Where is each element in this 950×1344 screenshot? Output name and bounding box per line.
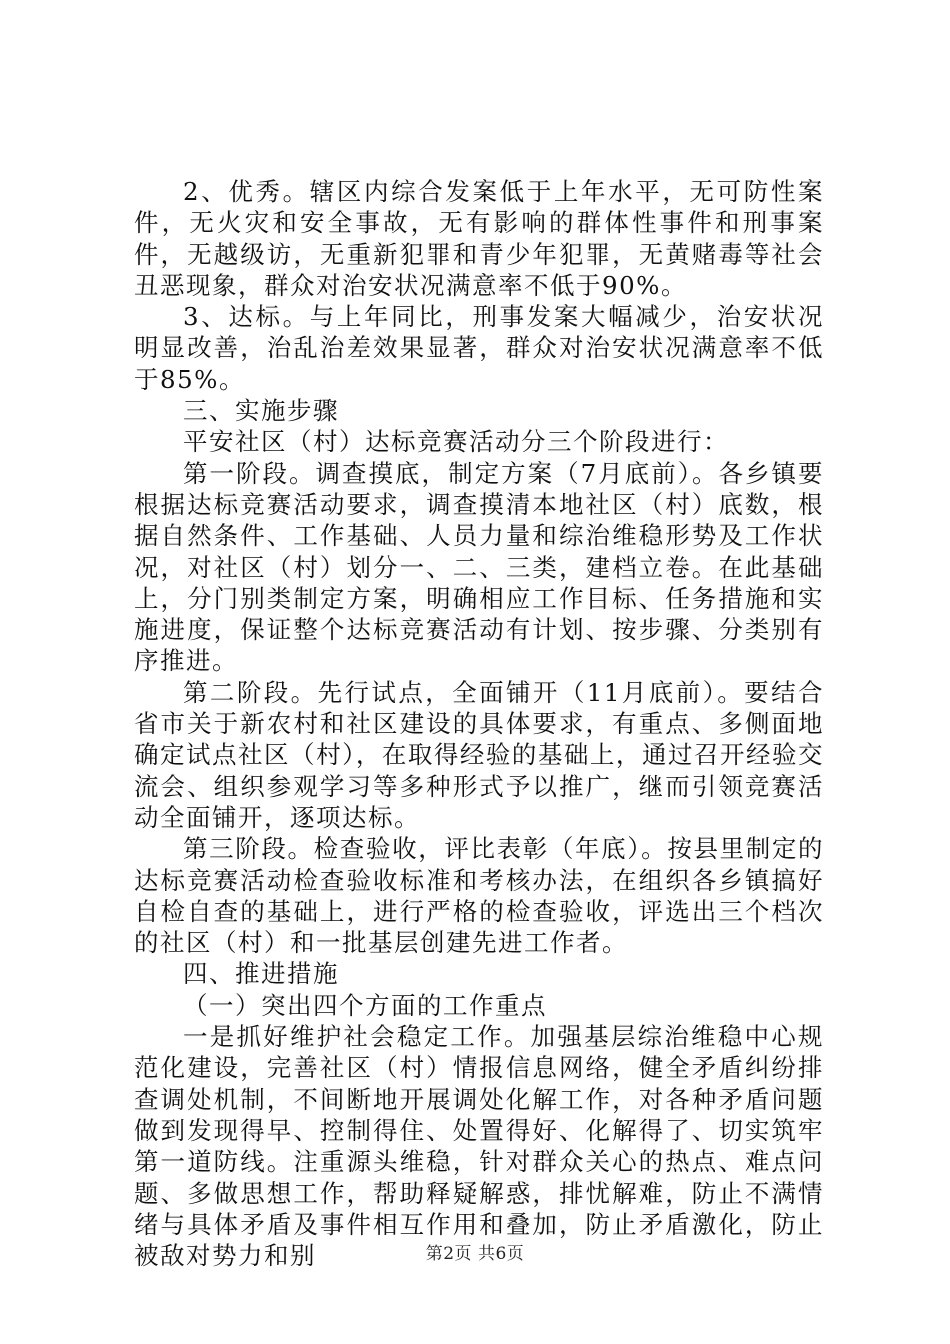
paragraph-phase-two: 第二阶段。先行试点，全面铺开（11月底前）。要结合省市关于新农村和社区建设的具体要求，有重点、多侧面地确定试点社区（村），在取得经验的基础上，通过召开经验交流会、组织参观学习等多种形式予以推广，继而引领竞赛活动全面铺开，逐项达标。	[134, 677, 824, 832]
paragraph-excellent-criteria: 2、优秀。辖区内综合发案低于上年水平，无可防性案件，无火灾和安全事故，无有影响的群体性事件和刑事案件，无越级访，无重新犯罪和青少年犯罪，无黄赌毒等社会丑恶现象，群众对治安状况满意率不低于90%。	[134, 177, 824, 300]
paragraph-stability-work: 一是抓好维护社会稳定工作。加强基层综治维稳中心规范化建设，完善社区（村）情报信息网络，健全矛盾纠纷排查调处机制，不间断地开展调处化解工作，对各种矛盾问题做到发现得早、控制得住、处置得好、化解得了、切实筑牢第一道防线。注重源头维稳，针对群众关心的热点、难点问题、多做思想工作，帮助释疑解惑，排忧解难，防止不满情绪与具体矛盾及事件相互作用和叠加，防止矛盾激化，防止被敌对势力和别	[134, 1022, 824, 1271]
page-number-footer: 第2页 共6页	[425, 1244, 525, 1264]
section-heading-measures: 四、推进措施	[183, 959, 339, 989]
paragraph-phase-three: 第三阶段。检查验收，评比表彰（年底）。按县里制定的达标竞赛活动检查验收标准和考核办法，在组织各乡镇搞好自检自查的基础上，进行严格的检查验收，评选出三个档次的社区（村）和一批基层创建先进工作者。	[134, 834, 824, 958]
paragraph-phase-one: 第一阶段。调查摸底，制定方案（7月底前）。各乡镇要根据达标竞赛活动要求，调查摸清本地社区（村）底数，根据自然条件、工作基础、人员力量和综治维稳形势及工作状况，对社区（村）划分一、二、三类，建档立卷。在此基础上，分门别类制定方案，明确相应工作目标、任务措施和实施进度，保证整个达标竞赛活动有计划、按步骤、分类别有序推进。	[134, 458, 824, 676]
section-heading-implementation-steps: 三、实施步骤	[183, 396, 339, 426]
document-body	[134, 176, 824, 1271]
paragraph-three-phases-intro: 平安社区（村）达标竞赛活动分三个阶段进行：	[183, 427, 729, 457]
subsection-heading-four-focus-areas: （一）突出四个方面的工作重点	[183, 990, 547, 1020]
paragraph-standard-criteria: 3、达标。与上年同比，刑事发案大幅减少，治安状况明显改善，治乱治差效果显著，群众对治安状况满意率不低于85%。	[134, 302, 824, 394]
